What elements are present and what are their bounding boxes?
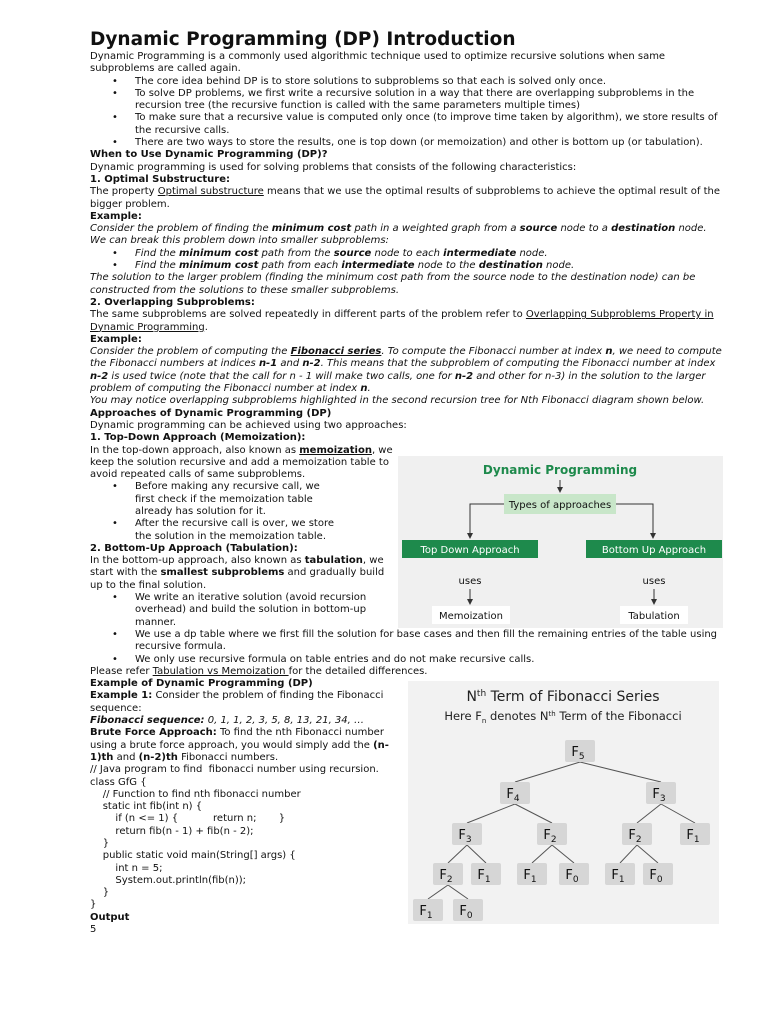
fibonacci-sequence: Fibonacci sequence: 0, 1, 1, 2, 3, 5, 8, 13, 21, 34, … [90, 715, 365, 727]
optimal-example: Consider the problem of finding the minimum cost path in a weighted graph from a source node to a destination node. We can break this problem down into smaller subproblems: [90, 223, 707, 247]
list-item: • Find the minimum cost path from each intermediate node to the destination node. [90, 260, 722, 272]
list-item: • There are two ways to store the results, one is top down (or memoization) and other is bottom up (or tabulation). [90, 137, 722, 149]
svg-text:F2: $F_2$ [628, 828, 642, 845]
tree-node [565, 740, 595, 762]
memoization-link[interactable]: memoization [299, 444, 372, 456]
tree-node [471, 863, 501, 885]
example-label: Example: [90, 210, 142, 222]
svg-text:F2: $F_2$ [543, 828, 557, 845]
code-line: } [90, 899, 97, 911]
intro-bullets [90, 76, 722, 150]
overlap-example: Consider the problem of computing the Fibonacci series. To compute the Fibonacci number at index n, we need to compute the Fibonacci numbers at indices n-1 and n-2. This means that the subproblem of computing the Fibonacci number at index n-2 is used twice (note that the call for n - 1 will make two calls, one for n-2 and other for n-3) in the solution to the larger problem of computing the Fibonacci number at index n. [90, 346, 722, 395]
tree-title: $N^{th}$ Term of Fibonacci Series [466, 689, 660, 705]
tree-node [453, 899, 483, 921]
topdown-bullets [90, 481, 390, 542]
list-item: • We use a dp table where we first fill the solution for base cases and then fill the remaining entries of the table using recursive formula. [90, 629, 722, 654]
code-line: System.out.println(fib(n)); [90, 874, 247, 886]
svg-text:F3: $F_3$ [458, 828, 472, 845]
svg-text:F1: $F_1$ [523, 868, 537, 885]
tree-edge [515, 804, 552, 823]
tree-edge [637, 845, 658, 863]
svg-text:Bottom Up Approach: Bottom Up Approach [601, 545, 707, 556]
list-item: • We only use recursive formula on table entries and do not make recursive calls. [90, 654, 722, 666]
code-line: return fib(n - 1) + fib(n - 2); [90, 825, 254, 837]
code-line: if (n <= 1) { return n; } [90, 813, 286, 825]
tree-edge [637, 804, 661, 823]
tree-node [413, 899, 443, 921]
list-item: • After the recursive call is over, we store the solution in the memoization table. [90, 518, 390, 543]
list-item: • To solve DP problems, we first write a recursive solution in a way that there are overlapping subproblems in the recursion tree (the recursive function is called with the same parameters multiple times) [90, 88, 722, 113]
tree-node [646, 782, 676, 804]
code-line: // Java program to find fibonacci number using recursion. [90, 764, 379, 776]
overlap-note: You may notice overlapping subproblems highlighted in the second recursion tree for Nth Fibonacci diagram shown below. [90, 395, 705, 407]
topdown-text: In the top-down approach, also known as memoization, we keep the solution recursive and add a memoization table to avoid repeated calls of same subproblems. [90, 444, 393, 481]
list-item: • Before making any recursive call, we first check if the memoization table already has solution for it. [90, 481, 390, 518]
optimal-bullets [90, 248, 722, 273]
refer-text: Please refer Tabulation vs Memoization for the detailed differences. [90, 665, 428, 677]
optimal-substructure-link[interactable]: Optimal substructure [157, 186, 264, 198]
approaches-heading: Approaches of Dynamic Programming (DP) [90, 407, 332, 419]
list-item: • The core idea behind DP is to store solutions to subproblems so that each is solved only once. [90, 76, 722, 88]
tree-edge [580, 762, 661, 782]
tree-edge [428, 885, 448, 899]
code-line: // Function to find nth fibonacci number [90, 788, 301, 800]
overlap-heading: 2. Overlapping Subproblems: [90, 296, 255, 308]
svg-text:Types of approaches: Types of approaches [508, 500, 612, 511]
svg-text:F0: $F_0$ [649, 868, 663, 885]
example-heading: Example of Dynamic Programming (DP) [90, 678, 313, 690]
intro-paragraph: Dynamic Programming is a commonly used algorithmic technique used to optimize recursive solutions when same subproblems are called again. [90, 51, 666, 75]
topdown-heading: 1. Top-Down Approach (Memoization): [90, 432, 306, 444]
list-item: • We write an iterative solution (avoid recursion overhead) and build the solution in bottom-up manner. [90, 592, 367, 629]
tree-node [680, 823, 710, 845]
dp-approaches-diagram [398, 456, 723, 628]
svg-text:F0: $F_0$ [565, 868, 579, 885]
example1-text: Example 1: Consider the problem of finding the Fibonacci sequence: [90, 690, 384, 714]
code-line: class GfG { [90, 776, 147, 788]
example1-block [90, 690, 392, 764]
optimal-heading: 1. Optimal Substructure: [90, 173, 230, 185]
page-title: Dynamic Programming (DP) Introduction [90, 29, 516, 50]
svg-text:F4: $F_4$ [506, 787, 520, 804]
overlap-text: The same subproblems are solved repeatedly in different parts of the problem refer to Overlapping Subproblems Property in Dynamic Programming. [90, 309, 714, 333]
svg-text:F3: $F_3$ [652, 787, 666, 804]
tree-edge [552, 845, 574, 863]
brute-force-text: Brute Force Approach: To find the nth Fibonacci number using a brute force approach, you would simply add the (n-1)th and (n-2)th Fibonacci numbers. [90, 727, 389, 763]
when-text: Dynamic programming is used for solving problems that consists of the following characteristics: [90, 161, 577, 173]
optimal-conclusion: The solution to the larger problem (finding the minimum cost path from the source node to the destination node) can be constructed from the solutions to these smaller subproblems. [90, 272, 696, 296]
tree-edge [532, 845, 552, 863]
list-item: • Find the minimum cost path from the source node to each intermediate node. [90, 248, 722, 260]
svg-text:F0: $F_0$ [459, 904, 473, 921]
svg-text:F5: $F_5$ [571, 745, 585, 762]
approaches-text: Dynamic programming can be achieved using two approaches: [90, 419, 407, 431]
bottomup-heading: 2. Bottom-Up Approach (Tabulation): [90, 542, 298, 554]
code-line: static int fib(int n) { [90, 801, 203, 813]
fibonacci-tree-diagram [408, 681, 719, 924]
svg-text:F1: $F_1$ [611, 868, 625, 885]
when-heading: When to Use Dynamic Programming (DP)? [90, 149, 328, 161]
tree-node [537, 823, 567, 845]
fibonacci-series-link[interactable]: Fibonacci series [290, 346, 382, 358]
tree-edge [448, 845, 467, 863]
list-item: • To make sure that a recursive value is computed only once (to improve time taken by algorithm), we store results of the recursive calls. [90, 112, 722, 137]
tree-edge [467, 845, 486, 863]
svg-text:F1: $F_1$ [477, 868, 491, 885]
code-line: } [90, 838, 110, 849]
tree-node [643, 863, 673, 885]
svg-text:Top Down Approach: Top Down Approach [420, 545, 520, 556]
overlapping-subproblems-link[interactable]: Overlapping Subproblems Property in Dynamic Programming [90, 309, 714, 333]
tabulation-vs-memoization-link[interactable]: Tabulation vs Memoization [152, 665, 289, 677]
tree-node [559, 863, 589, 885]
output-label: Output [90, 911, 130, 923]
code-line: } [90, 887, 110, 899]
code-line: public static void main(String[] args) { [90, 850, 296, 862]
optimal-text: The property Optimal substructure means that we use the optimal results of subproblems to achieve the optimal result of the bigger problem. [90, 186, 720, 210]
bottomup-text: In the bottom-up approach, also known as tabulation, we start with the smallest subproblems and gradually build up to the final solution. [90, 555, 385, 591]
uses-right: uses [642, 576, 666, 587]
diagram-title: Dynamic Programming [482, 463, 638, 477]
tree-edge [620, 845, 637, 863]
code-line: int n = 5; [90, 862, 163, 874]
svg-text:Tabulation: Tabulation [628, 611, 680, 622]
output-value: 5 [90, 924, 97, 936]
tree-node [500, 782, 530, 804]
example-label: Example: [90, 333, 142, 345]
tree-node [517, 863, 547, 885]
tree-node [605, 863, 635, 885]
tree-edge [515, 762, 580, 782]
tree-node [622, 823, 652, 845]
tree-node [452, 823, 482, 845]
tree-edge [448, 885, 468, 899]
uses-left: uses [458, 576, 482, 587]
tree-subtitle: Here $F_n$ denotes $N^{th}$ Term of the Fibonacci [444, 709, 682, 725]
svg-text:F1: $F_1$ [686, 828, 700, 845]
svg-text:Memoization: Memoization [439, 611, 503, 622]
svg-text:F2: $F_2$ [439, 868, 453, 885]
svg-text:F1: $F_1$ [419, 904, 433, 921]
tree-edge [467, 804, 515, 823]
tree-edge [661, 804, 695, 823]
tree-node [433, 863, 463, 885]
